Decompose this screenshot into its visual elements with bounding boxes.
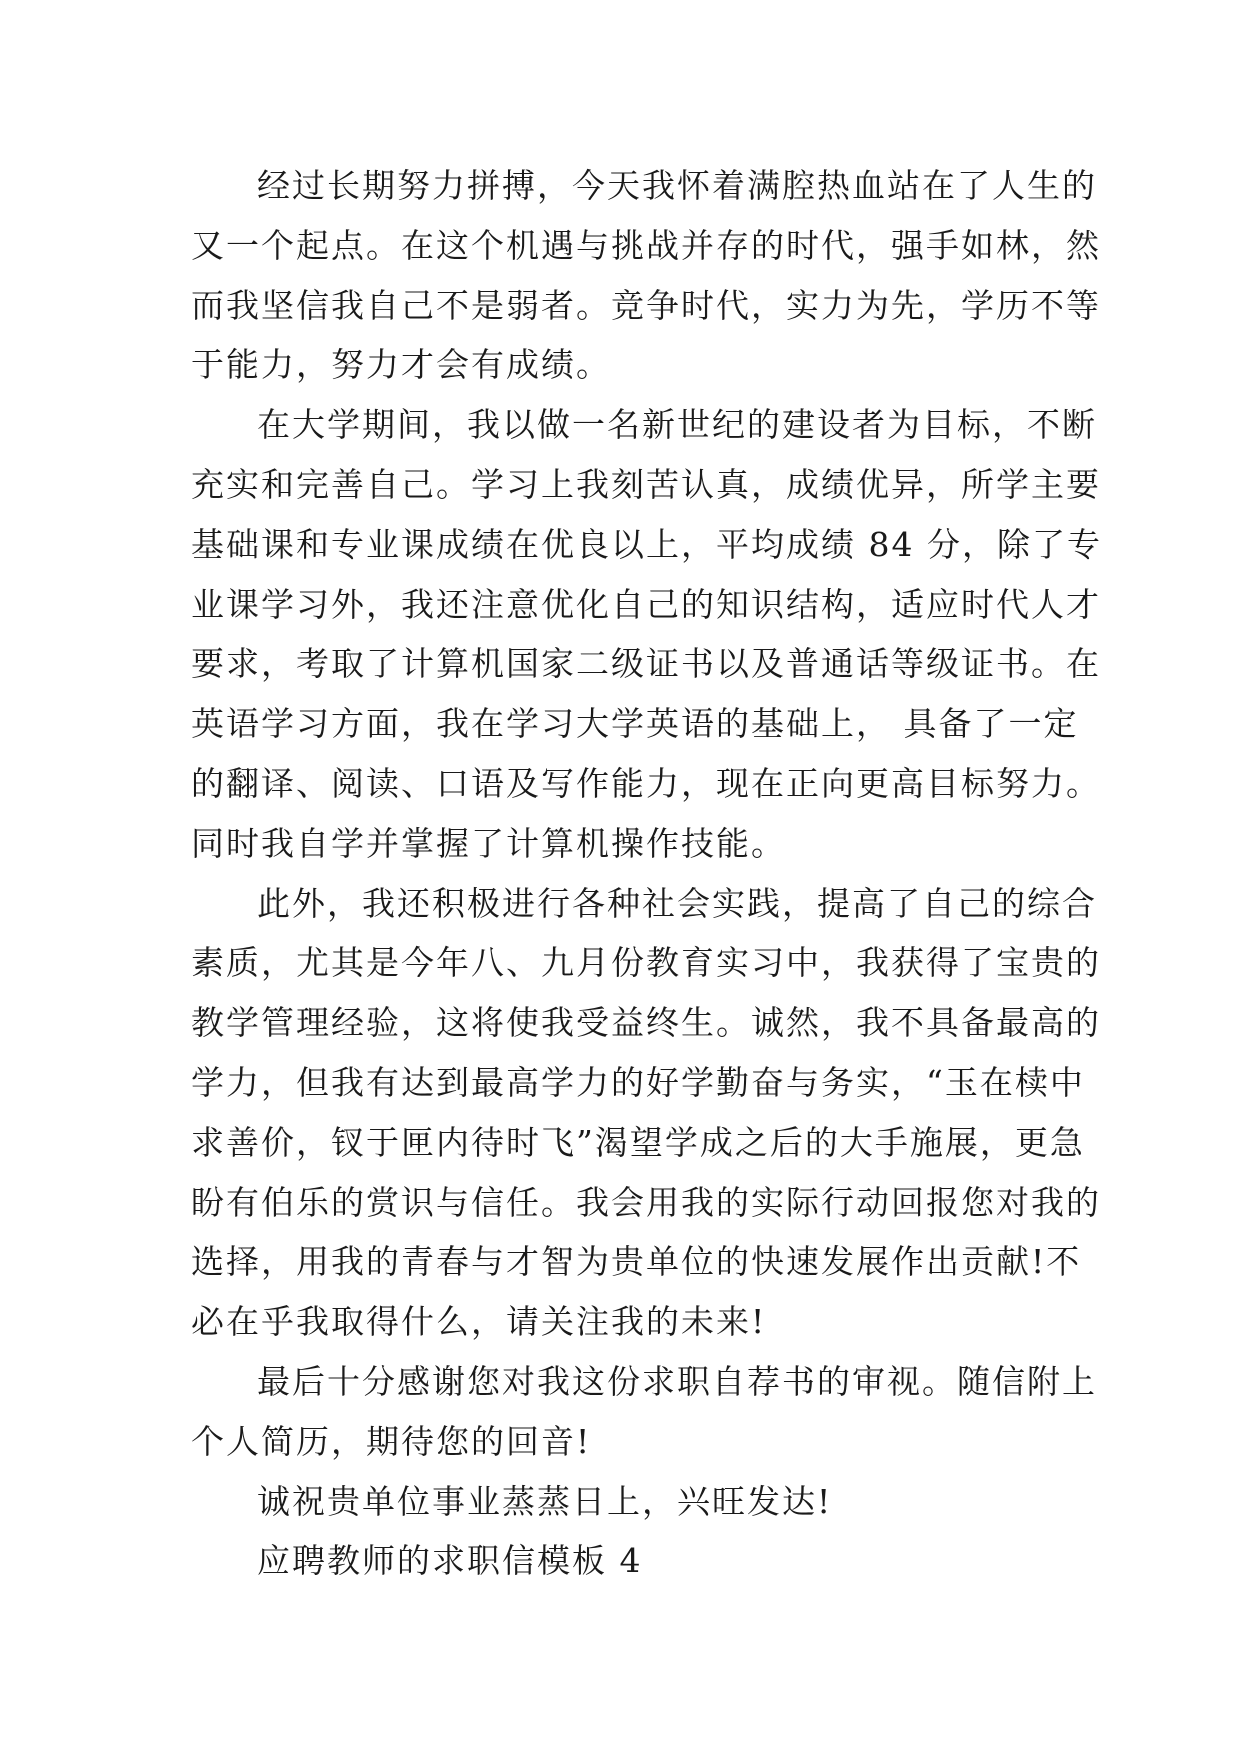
paragraph-3-line-4: 学力，但我有达到最高学力的好学勤奋与务实，“玉在椟中 xyxy=(191,1062,1085,1102)
paragraph-2-line-6: 英语学习方面，我在学习大学英语的基础上， 具备了一定 xyxy=(191,704,1079,744)
paragraph-2-line-4: 业课学习外，我还注意优化自己的知识结构，适应时代人才 xyxy=(191,584,1101,624)
paragraph-3-line-8: 必在乎我取得什么，请关注我的未来! xyxy=(191,1302,767,1342)
paragraph-2-line-8: 同时我自学并掌握了计算机操作技能。 xyxy=(191,823,786,863)
paragraph-1-line-4: 于能力，努力才会有成绩。 xyxy=(191,345,611,385)
paragraph-1-line-1: 经过长期努力拼搏，今天我怀着满腔热血站在了人生的 xyxy=(257,166,1097,205)
paragraph-2-line-3: 基础课和专业课成绩在优良以上，平均成绩 84 分，除了专 xyxy=(191,524,1102,564)
paragraph-3-line-2: 素质，尤其是今年八、九月份教育实习中，我获得了宝贵的 xyxy=(191,943,1101,983)
paragraph-1-line-3: 而我坚信我自己不是弱者。竞争时代，实力为先，学历不等 xyxy=(191,285,1101,325)
paragraph-3-line-3: 教学管理经验，这将使我受益终生。诚然，我不具备最高的 xyxy=(191,1003,1101,1043)
paragraph-2-line-7: 的翻译、阅读、口语及写作能力，现在正向更高目标努力。 xyxy=(191,763,1101,803)
paragraph-2-line-5: 要求，考取了计算机国家二级证书以及普通话等级证书。在 xyxy=(191,644,1101,684)
paragraph-1-line-2: 又一个起点。在这个机遇与挑战并存的时代，强手如林，然 xyxy=(191,225,1101,265)
paragraph-3-line-7: 选择，用我的青春与才智为贵单位的快速发展作出贡献!不 xyxy=(191,1242,1082,1282)
paragraph-2-line-2: 充实和完善自己。学习上我刻苦认真，成绩优异，所学主要 xyxy=(191,464,1101,504)
paragraph-3-line-6: 盼有伯乐的赏识与信任。我会用我的实际行动回报您对我的 xyxy=(191,1182,1101,1222)
paragraph-4-line-1: 最后十分感谢您对我这份求职自荐书的审视。随信附上 xyxy=(257,1361,1097,1401)
paragraph-4-line-2: 个人简历，期待您的回音! xyxy=(191,1421,592,1461)
section-heading: 应聘教师的求职信模板 4 xyxy=(257,1541,643,1581)
paragraph-3-line-5: 求善价，钗于匣内待时飞”渴望学成之后的大手施展，更急 xyxy=(191,1122,1085,1162)
paragraph-3-line-1: 此外，我还积极进行各种社会实践，提高了自己的综合 xyxy=(257,883,1097,923)
paragraph-2-line-1: 在大学期间，我以做一名新世纪的建设者为目标，不断 xyxy=(257,405,1097,445)
letter-body xyxy=(191,156,1102,1591)
closing-wishes: 诚祝贵单位事业蒸蒸日上，兴旺发达! xyxy=(257,1481,833,1521)
